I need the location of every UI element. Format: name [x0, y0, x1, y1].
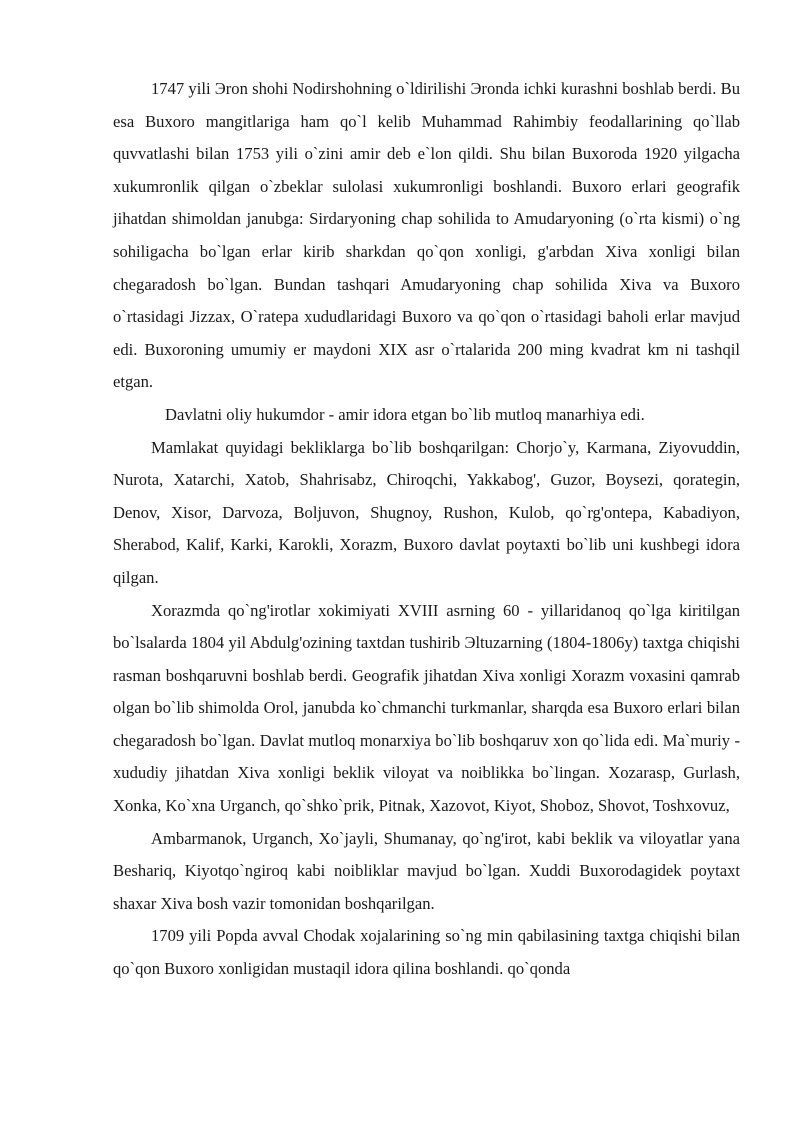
paragraph-bukhara-emirate: 1747 yili Эron shohi Nodirshohning o`ldirilishi Эronda ichki kurashni boshlab berdi. Bu esa Buxoro mangitlariga ham qo`l kelib Muhammad Rahimbiy feodallarining qo`llab quvvatlashi bilan 1753 yili o`zini amir deb e`lon qildi. Shu bilan Buxoroda 1920 yilgacha xukumronlik qilgan o`zbeklar sulolasi xukumronligi boshlandi. Buxoro erlari geografik jihatdan shimoldan janubga: Sirdaryoning chap sohilida to Amudaryoning (o`rta kismi) o`ng sohiligacha bo`lgan erlar kirib sharkdan qo`qon xonligi, g'arbdan Xiva xonligi bilan chegaradosh bo`lgan. Bundan tashqari Amudaryoning chap sohilida Xiva va Buxoro o`rtasidagi Jizzax, O`ratepa xududlaridagi Buxoro va qo`qon o`rtasidagi baholi erlar mavjud edi. Buxoroning umumiy er maydoni XIX asr o`rtalarida 200 ming kvadrat km ni tashqil etgan.: [113, 79, 740, 392]
paragraph-khiva-provinces: Ambarmanok, Urganch, Xo`jayli, Shumanay, qo`ng'irot, kabi beklik va viloyatlar yana Beshariq, Kiyotqo`ngiroq kabi noibliklar mavjud bo`lgan. Xuddi Buxorodagidek poytaxt shaxar Xiva bosh vazir tomonidan boshqarilgan.: [113, 828, 740, 913]
paragraph-bekliks-list: Mamlakat quyidagi bekliklarga bo`lib boshqarilgan: Chorjo`y, Karmana, Ziyovuddin, Nurota, Xatarchi, Xatob, Shahrisabz, Chiroqchi, Yakkabog', Guzor, Boysezi, qorategin, Denov, Xisor, Darvoza, Boljuvon, Shugnoy, Rushon, Kulob, qo`rg'ontepa, Kabadiyon, Sherabod, Kalif, Karki, Karokli, Xorazm, Buxoro davlat poytaxti bo`lib uni kushbegi idora qilgan.: [113, 437, 740, 587]
paragraph-khorezm-khiva: Xorazmda qo`ng'irotlar xokimiyati XVIII asrning 60 - yillaridanoq qo`lga kiritilgan bo`lsalarda 1804 yil Abdulg'ozining taxtdan tushirib Эltuzarning (1804-1806y) taxtga chiqishi rasman boshqaruvni boshlab berdi. Geografik jihatdan Xiva xonligi Xorazm voxasini qamrab olgan bo`lib shimolda Orol, janubda ko`chmanchi turkmanlar, sharqda esa Buxoro erlari bilan chegaradosh bo`lgan. Davlat mutloq monarxiya bo`lib boshqaruv xon qo`lida edi. Ma`muriy - xududiy jihatdan Xiva xonligi beklik viloyat va noiblikka bo`lingan. Xozarasp, Gurlash, Xonka, Ko`xna Urganch, qo`shko`prik, Pitnak, Xazovot, Kiyot, Shoboz, Shovot, Toshxovuz,: [113, 600, 740, 816]
paragraph-kokand: 1709 yili Popda avval Chodak xojalarining so`ng min qabilasining taxtga chiqishi bilan qo`qon Buxoro xonligidan mustaqil idora qilina boshlandi. qo`qonda: [113, 926, 740, 979]
paragraph-emir-rule: Davlatni oliy hukumdor - amir idora etgan bo`lib mutloq manarhiya edi.: [165, 404, 645, 424]
document-page: [113, 73, 740, 986]
